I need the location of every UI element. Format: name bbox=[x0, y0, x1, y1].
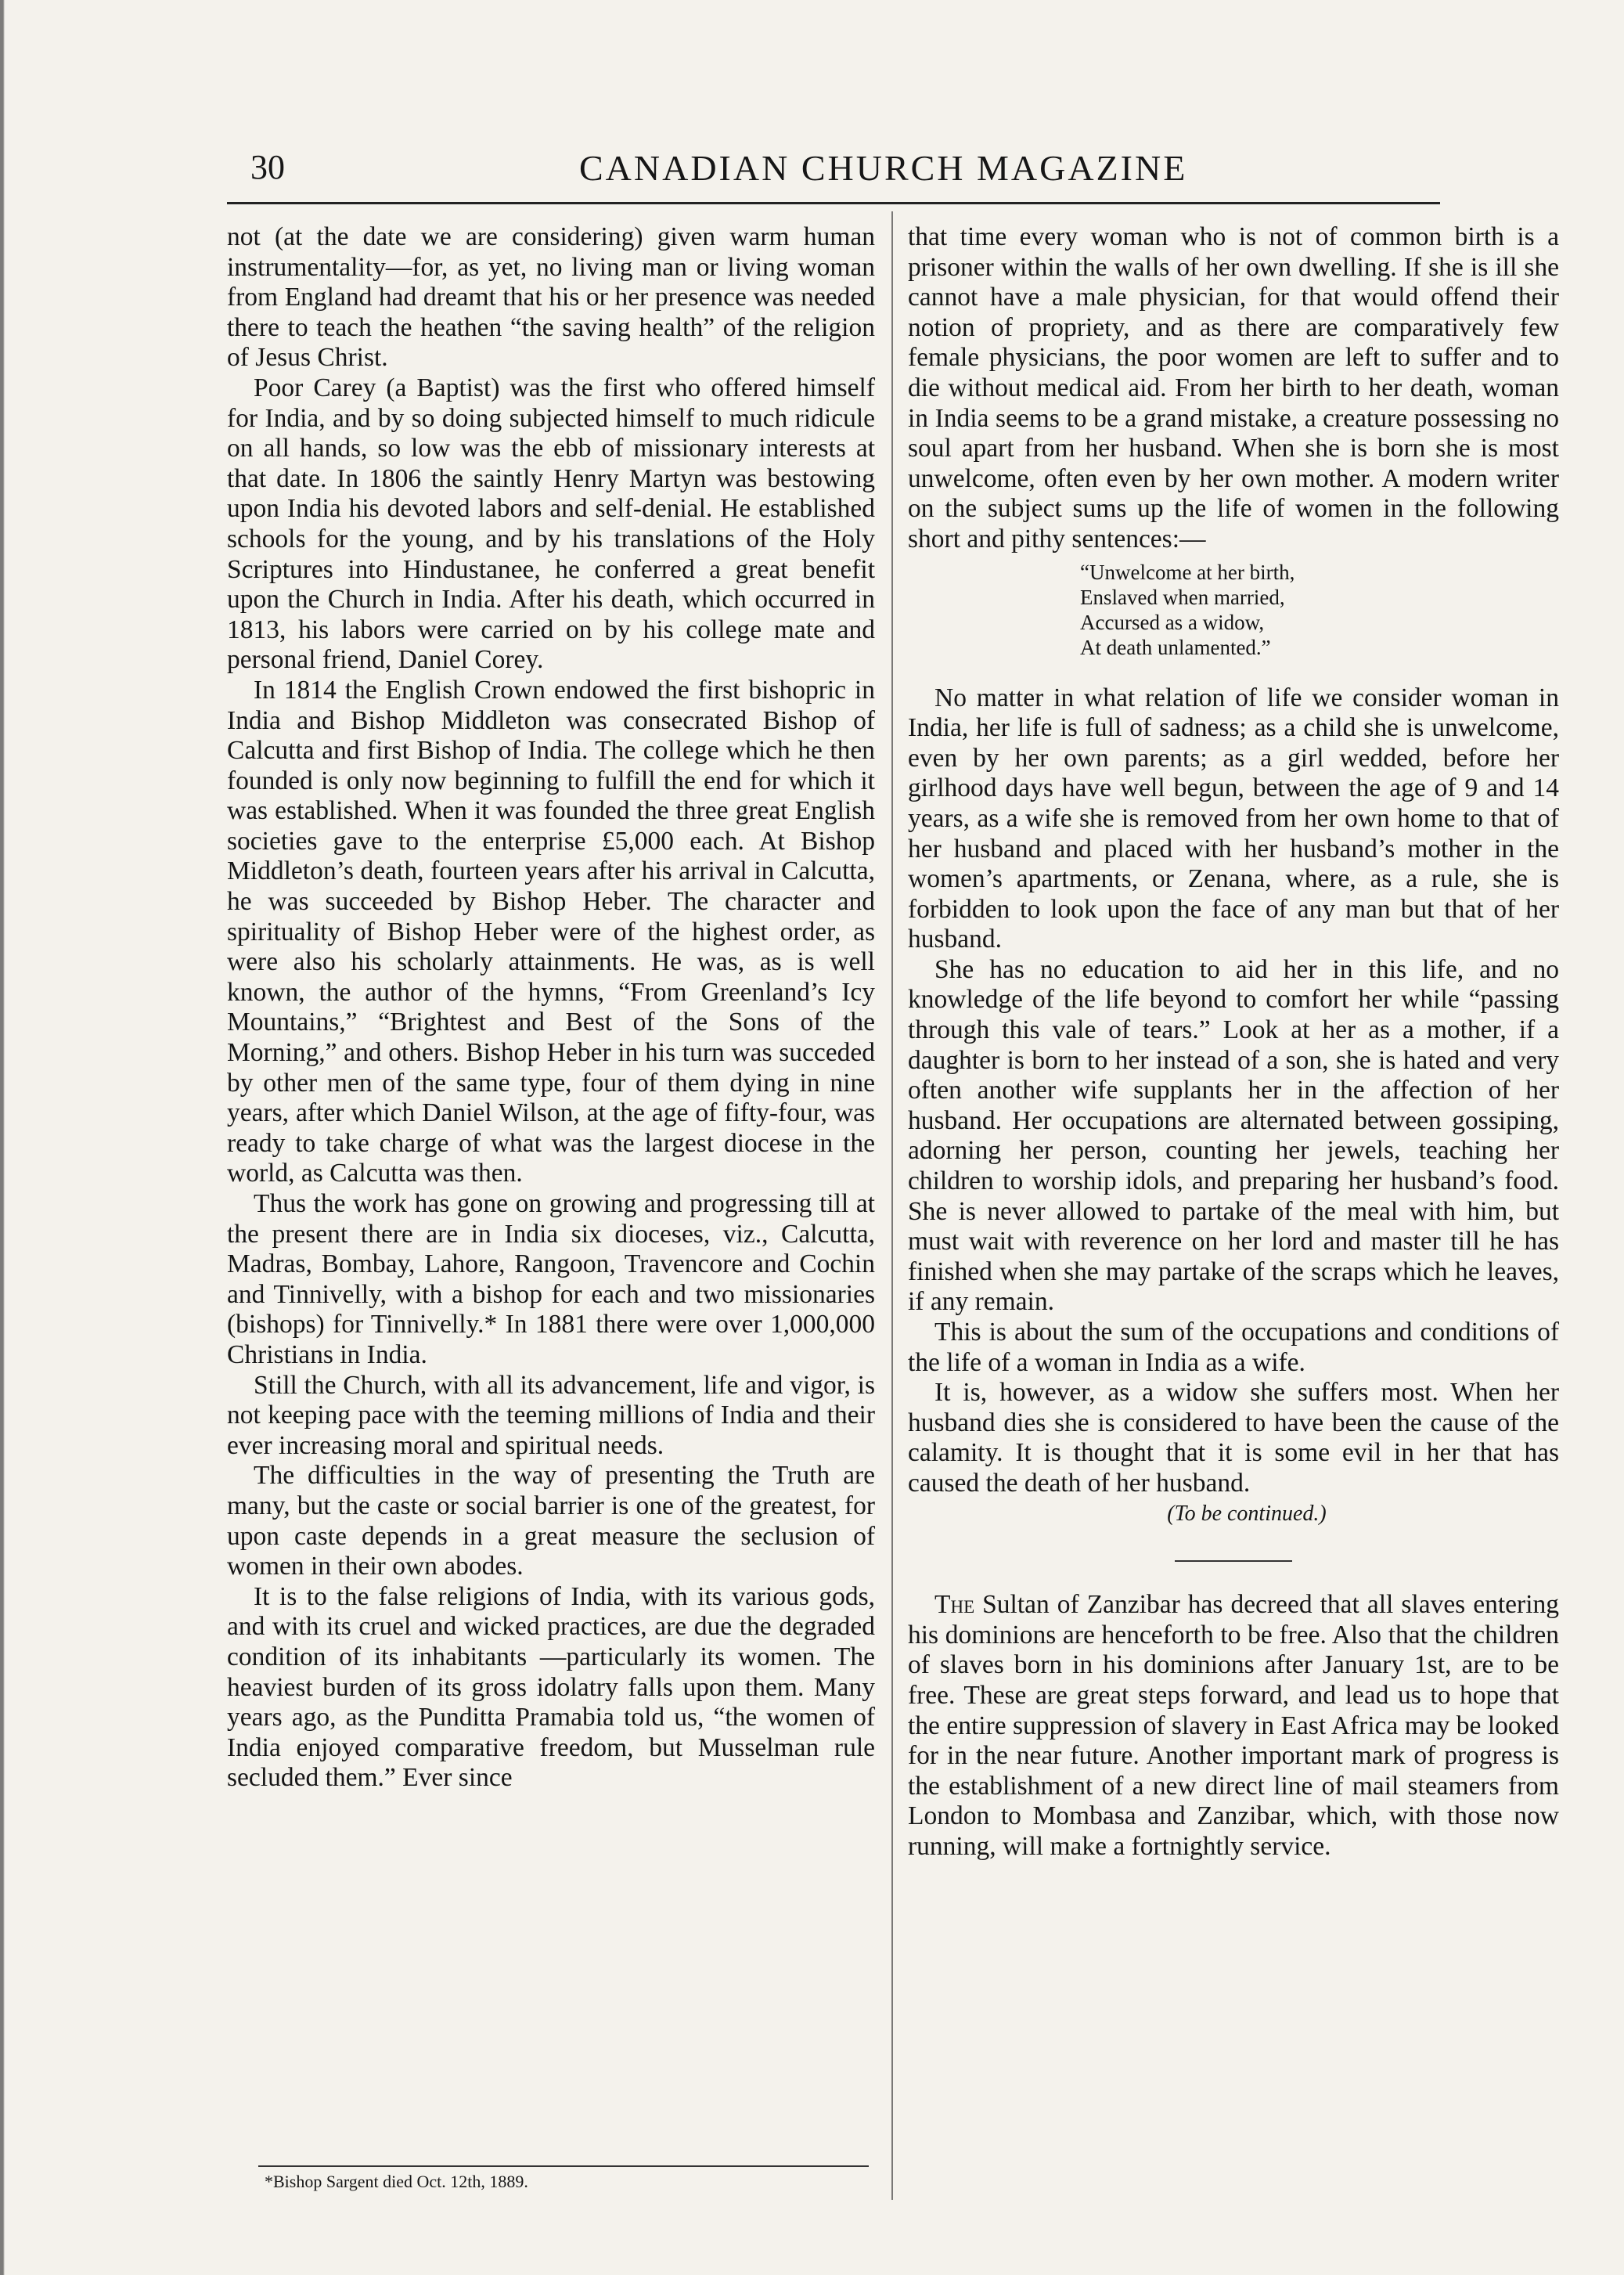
paragraph: Still the Church, with all its advancement, life and vigor, is not keeping pace with the teeming millions of India and their ever increasing moral and spiritual needs. bbox=[227, 1370, 875, 1460]
lead-word: The bbox=[934, 1590, 975, 1620]
paragraph: This is about the sum of the occupations and conditions of the life of a woman in India as a wife. bbox=[908, 1318, 1559, 1377]
poem-line: “Unwelcome at her birth, bbox=[1080, 560, 1295, 584]
footnote: *Bishop Sargent died Oct. 12th, 1889. bbox=[265, 2172, 528, 2191]
paragraph: that time every woman who is not of common birth is a prisoner within the walls of her own dwelling. If she is ill she cannot have a male physician, for that would offend their notion of propriety, and as there are comparatively few female physicians, the poor women are left to suffer and to die without medical aid. From her birth to her death, woman in India seems to be a grand mistake, a creature possessing no soul apart from her husband. When she is born she is most unwelcome, often even by her own mother. A modern writer on the subject sums up the life of women in the following short and pithy sentences:— bbox=[908, 222, 1559, 553]
scan-edge bbox=[0, 0, 19, 2275]
right-column bbox=[908, 222, 1559, 2226]
page-header bbox=[250, 147, 1409, 202]
header-rule bbox=[227, 202, 1440, 204]
paragraph: not (at the date we are considering) given warm human instrumentality—for, as yet, no living man or living woman from England had dreamt that his or her presence was needed there to teach the heathen “the saving health” of the religion of Jesus Christ. bbox=[227, 222, 875, 373]
poem-line: Enslaved when married, bbox=[1080, 585, 1285, 609]
poem-line: At death unlamented.” bbox=[1080, 635, 1271, 659]
section-rule bbox=[1175, 1560, 1292, 1562]
paragraph: She has no education to aid her in this life, and no knowledge of the life beyond to comfort her while “passing through this vale of tears.” Look at her as a mother, if a daughter is born to her instead of a son, she is hated and very often another wife supplants her in the affection of her husband. Her occupations are alternated between gossiping, adorning her person, counting her jewels, teaching her children to worship idols, and preparing her husband’s food. She is never allowed to partake of the meal with him, but must wait with reverence on her lord and master till he has finished when she may partake of the scraps which he leaves, if any remain. bbox=[908, 954, 1559, 1317]
paragraph: Poor Carey (a Baptist) was the first who offered himself for India, and by so doing subjected himself to much ridicule on all hands, so low was the ebb of missionary interests at that date. In 1806 the saintly Henry Martyn was bestowing upon India his devoted labors and self-denial. He established schools for the young, and by his translations of the Holy Scriptures into Hindustanee, he conferred a great benefit upon the Church in India. After his death, which occurred in 1813, his labors were carried on by his college mate and personal friend, Daniel Corey. bbox=[227, 373, 875, 675]
left-column bbox=[227, 222, 875, 2226]
paragraph: It is to the false religions of India, with its various gods, and with its cruel and wicked practices, are due the degraded condition of its inhabitants —particularly its women. The heaviest burden of its gross idolatry falls upon them. Many years ago, as the Punditta Pramabia told us, “the women of India enjoyed comparative freedom, but Musselman rule secluded them.” Ever since bbox=[227, 1581, 875, 1793]
poem-quote bbox=[1080, 560, 1559, 660]
paragraph-body: Sultan of Zanzibar has decreed that all slaves entering his dominions are henceforth to be free. Also that the children of slaves born in his dominions after January 1st, are to be free. These are great steps forward, and lead us to hope that the entire suppression of slavery in East Africa may be looked for in the near future. Another important mark of progress is the establishment of a new direct line of mail steamers from London to Mombasa and Zanzibar, which, with those now running, will make a fortnightly service. bbox=[908, 1590, 1559, 1861]
paragraph: It is, however, as a widow she suffers most. When her husband dies she is considered to have been the cause of the calamity. It is thought that it is some evil in her that has caused the death of her husband. bbox=[908, 1378, 1559, 1498]
column-divider bbox=[891, 211, 893, 2200]
to-be-continued: (To be continued.) bbox=[1167, 1501, 1327, 1526]
paragraph: The difficulties in the way of presenting the Truth are many, but the caste or social barrier is one of the greatest, for upon caste depends in a great measure the seclusion of women in their own abodes. bbox=[227, 1461, 875, 1581]
paragraph: Thus the work has gone on growing and progressing till at the present there are in India six dioceses, viz., Calcutta, Madras, Bombay, Lahore, Rangoon, Travencore and Cochin and Tinnivelly, with a bishop for each and two missionaries (bishops) for Tinnivelly.* In 1881 there were over 1,000,000 Christians in India. bbox=[227, 1189, 875, 1369]
zanzibar-paragraph bbox=[908, 1590, 1559, 1862]
paragraph: In 1814 the English Crown endowed the first bishopric in India and Bishop Middleton was consecrated Bishop of Calcutta and first Bishop of India. The college which he then founded is only now beginning to fulfill the end for which it was established. When it was founded the three great English societies gave to the enterprise £5,000 each. At Bishop Middleton’s death, fourteen years after his arrival in Calcutta, he was succeeded by Bishop Heber. The character and spirituality of Bishop Heber were of the highest order, as were also his scholarly attainments. He was, as is well known, the author of the hymns, “From Greenland’s Icy Mountains,” “Brightest and Best of the Sons of the Morning,” and others. Bishop Heber in his turn was succeded by other men of the same type, four of them dying in nine years, after which Daniel Wilson, at the age of fifty-four, was ready to take charge of what was the largest diocese in the world, as Calcutta was then. bbox=[227, 675, 875, 1188]
paragraph: No matter in what relation of life we consider woman in India, her life is full of sadness; as a child she is unwelcome, even by her own parents; as a girl wedded, before her girlhood days have well begun, between the age of 9 and 14 years, as a wife she is removed from her own home to that of her husband and placed with her husband’s mother in the women’s apartments, or Zenana, where, as a rule, she is forbidden to look upon the face of any man but that of her husband. bbox=[908, 683, 1559, 954]
page-number: 30 bbox=[250, 148, 285, 186]
poem-line: Accursed as a widow, bbox=[1080, 610, 1265, 634]
magazine-title: CANADIAN CHURCH MAGAZINE bbox=[579, 148, 1188, 188]
footnote-rule bbox=[258, 2165, 869, 2167]
